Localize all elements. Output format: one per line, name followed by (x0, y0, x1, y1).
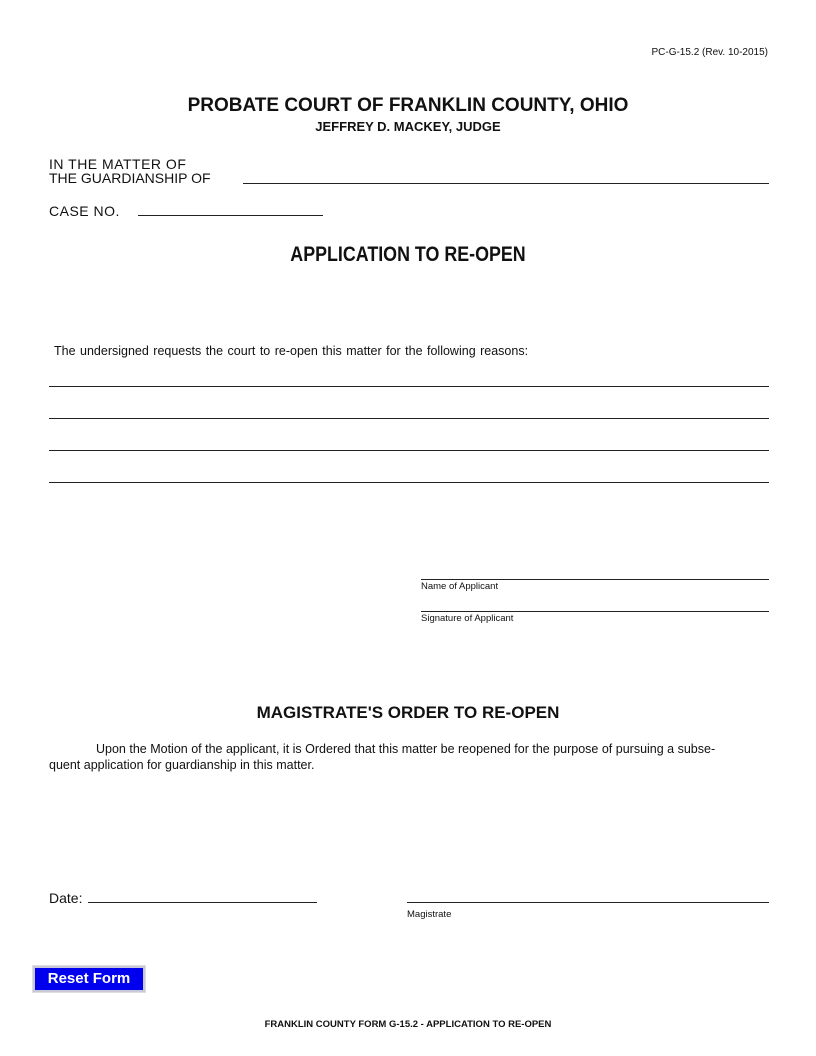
date-field[interactable] (88, 902, 317, 903)
date-label: Date: (49, 890, 83, 906)
applicant-signature-field[interactable] (421, 611, 769, 612)
order-text-line-2: quent application for guardianship in this matter. (49, 758, 315, 772)
form-id: PC-G-15.2 (Rev. 10-2015) (651, 47, 768, 58)
applicant-name-field[interactable] (421, 579, 769, 580)
magistrate-label: Magistrate (407, 909, 452, 920)
matter-label: IN THE MATTER OF (49, 156, 187, 172)
order-title: MAGISTRATE'S ORDER TO RE-OPEN (256, 703, 560, 722)
court-name: PROBATE COURT OF FRANKLIN COUNTY, OHIO (187, 95, 629, 116)
guardianship-label: THE GUARDIANSHIP OF (49, 170, 211, 186)
reason-field-4[interactable] (49, 482, 769, 483)
judge-name: JEFFREY D. MACKEY, JUDGE (315, 119, 501, 134)
applicant-signature-label: Signature of Applicant (421, 613, 514, 624)
footer: FRANKLIN COUNTY FORM G-15.2 - APPLICATION TO RE-OPEN (264, 1019, 552, 1030)
guardianship-name-field[interactable] (243, 183, 769, 184)
applicant-name-label: Name of Applicant (421, 581, 499, 592)
magistrate-signature-field[interactable] (407, 902, 769, 903)
request-text: The undersigned requests the court to re-open this matter for the following reasons: (54, 344, 529, 358)
case-no-label: CASE NO. (49, 203, 120, 219)
case-no-field[interactable] (138, 215, 323, 216)
reset-form-button[interactable]: Reset Form (33, 966, 145, 992)
reason-field-2[interactable] (49, 418, 769, 419)
document-title: APPLICATION TO RE-OPEN (290, 243, 526, 266)
reason-field-3[interactable] (49, 450, 769, 451)
reason-field-1[interactable] (49, 386, 769, 387)
order-text-line-1: Upon the Motion of the applicant, it is Ordered that this matter be reopened for the purpose of pursuing a subse- (96, 742, 716, 756)
